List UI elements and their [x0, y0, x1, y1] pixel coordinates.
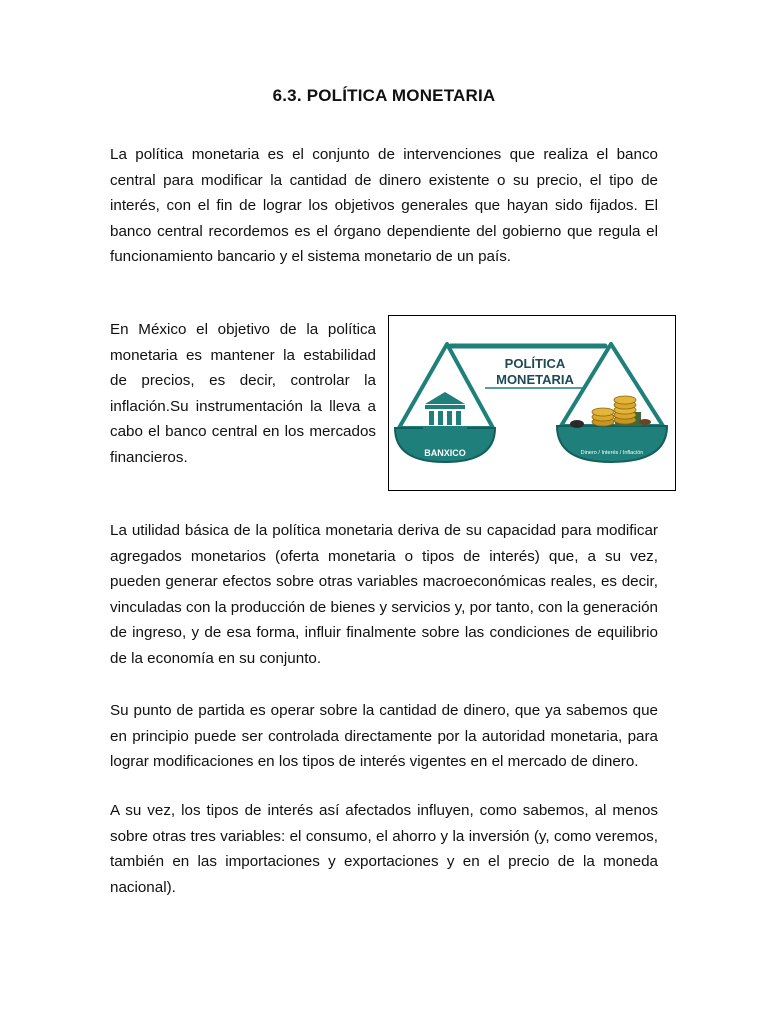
paragraph-mexico-objective: En México el objetivo de la política monetaria es mantener la estabilidad de precios, es decir, controlar la inflación.Su instrumentación la lleva a cabo el banco central en los mercados financieros. — [110, 321, 376, 466]
left-pan-label: BANXICO — [424, 448, 466, 458]
page-title: 6.3. POLÍTICA MONETARIA — [272, 86, 496, 105]
paragraph-definition: La política monetaria es el conjunto de intervenciones que realiza el banco central para modificar la cantidad de dinero existente o su precio, el tipo de interés, con el fin de lograr los objetivos generales que hayan sido fijados. El banco central recordemos es el órgano dependiente del gobierno que regula el funcionamiento bancario y el sistema monetario de un país. — [110, 146, 658, 266]
figure-heading-line1: POLÍTICA — [504, 356, 566, 371]
paragraph-starting-point: Su punto de partida es operar sobre la cantidad de dinero, que ya sabemos que en principio puede ser controlada directamente por la autoridad monetaria, para lograr modificaciones en los tipos de interés vigentes en el mercado de dinero. — [110, 702, 658, 771]
figure-heading-line2: MONETARIA — [496, 372, 574, 387]
left-pan — [395, 344, 495, 462]
paragraph-interest-effects: A su vez, los tipos de interés así afectados influyen, como sabemos, al menos sobre otras tres variables: el consumo, el ahorro y la inversión (y, como veremos, también en las importaciones y exportaciones y en el precio de la moneda nacional). — [110, 802, 658, 896]
right-pan-label: Dinero / Interés / Inflación — [580, 450, 644, 456]
right-pan — [557, 344, 667, 462]
scale-graphic — [389, 316, 675, 490]
paragraph-utility: La utilidad básica de la política monetaria deriva de su capacidad para modificar agregados monetarios (oferta monetaria o tipos de interés) que, a su vez, pueden generar efectos sobre otras variables macroeconómicas reales, es decir, vinculadas con la producción de bienes y servicios y, por tanto, con la generación de ingreso, y de esa forma, influir finalmente sobre las condiciones de equilibrio de la economía en su conjunto. — [110, 522, 658, 667]
coin-stack-icon — [570, 396, 651, 428]
bank-building-icon — [423, 392, 467, 430]
monetary-policy-scale-illustration — [388, 315, 676, 491]
